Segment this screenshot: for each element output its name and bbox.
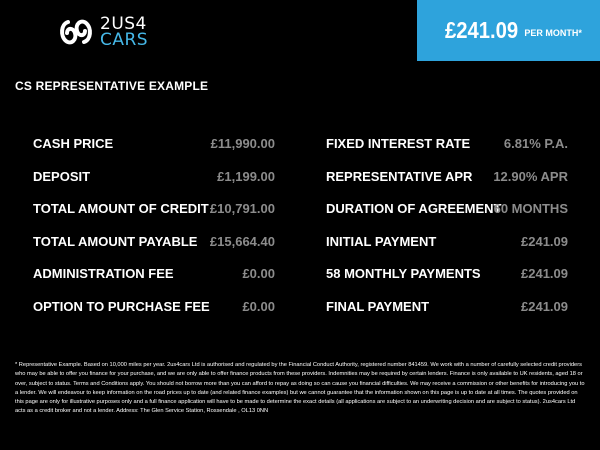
monthly-price: £241.09	[445, 17, 519, 43]
row-label: ADMINISTRATION FEE	[33, 266, 174, 281]
finance-row-duration	[326, 199, 568, 219]
disclaimer-text: * Representative Example. Based on 10,000 miles per year. 2us4cars Ltd is authorised and regulated by the Financial Conduct Authority, registered number 841459. We work with a number of carefully selected credit providers who may be able to offer you finance for your purchase, and we are only able to offer finance products from these providers. Indemnities may be required by certain lenders. Finance is only available to UK residents, aged 18 or over, subject to status. Terms and Conditions apply. You should not borrow more than you can afford to repay as doing so can cause you financial difficulties. We may receive a commission or other benefits for introducing you to a lender. We will endeavour to keep information on the road prices up to date (and related finance examples) but we cannot guarantee that the information shown on this page is up to date at all times. The quotes provided on this page are only for illustrative purposes only and a full finance application will have to be made to determine the exact details (all applications are subject to an underwriting decision and are subject to status). 2us4cars Ltd acts as a credit broker and not a lender. Address: The Glen Service Station, Rossendale , OL13 0NN	[15, 362, 585, 415]
logo-line1: 2US4	[100, 14, 147, 34]
monthly-price-banner	[417, 0, 600, 61]
row-label: CASH PRICE	[33, 136, 114, 151]
finance-row-fixed-rate	[326, 134, 568, 154]
finance-row-admin-fee	[33, 264, 275, 284]
row-value: £241.09	[521, 299, 568, 314]
finance-row-total-credit	[33, 199, 275, 219]
row-value: £11,990.00	[210, 136, 275, 151]
row-label: REPRESENTATIVE APR	[326, 169, 473, 184]
logo	[58, 14, 148, 50]
logo-line2: CARS	[100, 30, 149, 50]
row-value: £15,664.40	[209, 234, 275, 249]
row-value: £1,199.00	[217, 169, 275, 184]
finance-row-initial-payment	[326, 232, 568, 252]
row-value: £0.00	[242, 299, 275, 314]
row-value: £0.00	[242, 266, 275, 281]
row-label: 58 MONTHLY PAYMENTS	[326, 266, 481, 281]
finance-row-apr	[326, 167, 568, 187]
finance-row-final-payment	[326, 297, 568, 317]
row-label: TOTAL AMOUNT OF CREDIT	[33, 201, 209, 216]
row-value: 6.81% P.A.	[503, 136, 568, 151]
row-value: £10,791.00	[209, 201, 275, 216]
logo-text	[100, 16, 148, 48]
finance-row-monthly-payments	[326, 264, 568, 284]
section-title: CS REPRESENTATIVE EXAMPLE	[15, 79, 209, 93]
row-label: INITIAL PAYMENT	[326, 234, 437, 249]
row-value: 12.90% APR	[493, 169, 568, 184]
finance-row-total-payable	[33, 232, 275, 252]
row-label: DURATION OF AGREEMENT	[326, 201, 502, 216]
row-label: DEPOSIT	[33, 169, 91, 184]
row-label: FIXED INTEREST RATE	[326, 136, 471, 151]
row-value: £241.09	[521, 234, 568, 249]
row-label: FINAL PAYMENT	[326, 299, 430, 314]
finance-row-cash-price	[33, 134, 275, 154]
row-value: 60 MONTHS	[493, 201, 568, 216]
logo-mark-icon	[58, 14, 94, 50]
finance-row-deposit	[33, 167, 275, 187]
finance-row-option-fee	[33, 297, 275, 317]
row-value: £241.09	[521, 266, 568, 281]
row-label: TOTAL AMOUNT PAYABLE	[33, 234, 198, 249]
row-label: OPTION TO PURCHASE FEE	[33, 299, 210, 314]
monthly-price-suffix: PER MONTH*	[524, 27, 582, 38]
